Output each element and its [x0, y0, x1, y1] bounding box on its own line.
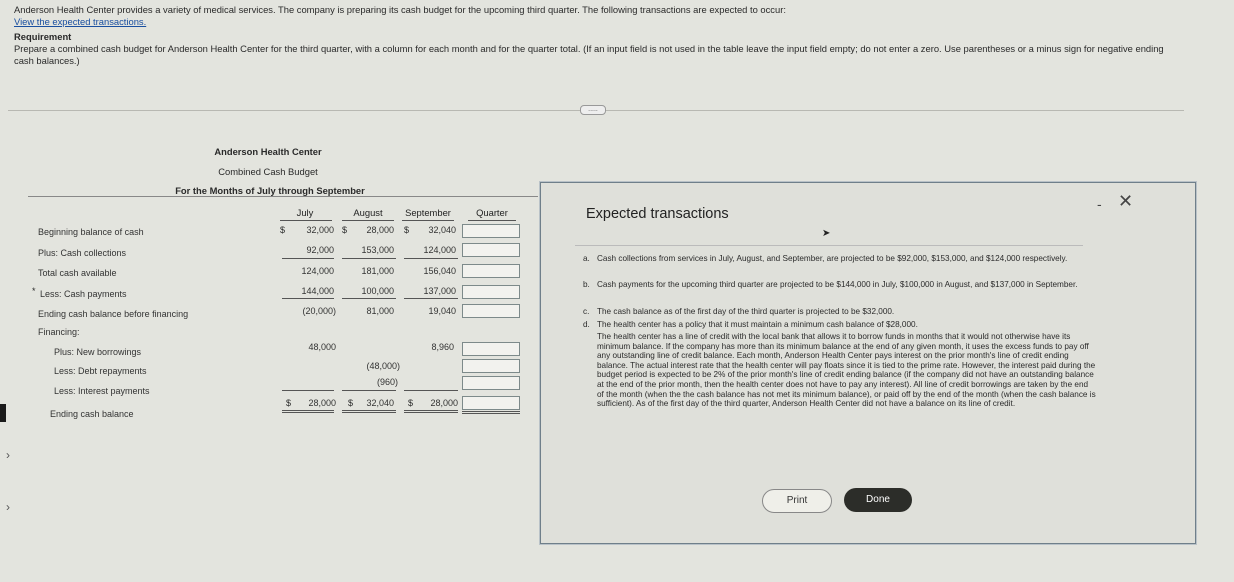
- row-label-payments: Less: Cash payments: [40, 289, 127, 299]
- view-transactions-link[interactable]: View the expected transactions.: [14, 16, 147, 27]
- transaction-item-a: [585, 254, 1097, 264]
- input-available-quarter[interactable]: [462, 264, 520, 278]
- input-beginning-quarter[interactable]: [462, 224, 520, 238]
- row-label-before-financing: Ending cash balance before financing: [38, 309, 189, 319]
- sum-underline: [282, 390, 334, 391]
- transaction-item-b: [585, 280, 1097, 290]
- cell-payments-july: 144,000: [301, 286, 334, 296]
- dollar-sign: $: [286, 398, 292, 408]
- cell-beginning-august: 28,000: [366, 225, 394, 235]
- side-arrow-icon: ›: [6, 500, 10, 514]
- budget-period: For the Months of July through September: [175, 185, 365, 196]
- col-underline: [468, 220, 516, 221]
- cell-borrowings-september: 8,960: [431, 342, 454, 352]
- cursor-mark-icon: *: [32, 286, 36, 296]
- dialog-rule: [575, 245, 1083, 246]
- input-borrowings-quarter[interactable]: [462, 342, 520, 356]
- dollar-sign: $: [408, 398, 414, 408]
- item-letter: d.: [583, 320, 590, 329]
- dollar-sign: $: [348, 398, 354, 408]
- cell-payments-september: 137,000: [423, 286, 456, 296]
- cell-before-financing-july: (20,000): [302, 306, 336, 316]
- minimize-button[interactable]: -: [1097, 196, 1102, 212]
- sum-underline: [282, 298, 334, 299]
- intro-text: Anderson Health Center provides a variety of medical services. The company is preparing its cash budget for the upcoming third quarter. The following transactions are expected to occur:: [14, 4, 786, 15]
- mouse-pointer-icon: ➤: [822, 228, 831, 239]
- dollar-sign: $: [280, 225, 286, 235]
- question-intro: [14, 4, 1214, 67]
- item-text: The cash balance as of the first day of the third quarter is projected to be $32,000.: [597, 307, 895, 316]
- dialog-title: Expected transactions: [586, 206, 729, 222]
- cell-payments-august: 100,000: [361, 286, 394, 296]
- input-ending-quarter[interactable]: [462, 396, 520, 410]
- sum-underline: [404, 258, 458, 259]
- cell-ending-july: 28,000: [308, 398, 336, 408]
- row-label-borrowings: Plus: New borrowings: [54, 347, 142, 357]
- sum-underline: [342, 298, 396, 299]
- row-label-beginning: Beginning balance of cash: [38, 227, 144, 237]
- cell-collections-september: 124,000: [423, 245, 456, 255]
- close-button[interactable]: ✕: [1118, 191, 1134, 211]
- row-label-ending: Ending cash balance: [50, 409, 134, 419]
- cell-beginning-july: 32,000: [306, 225, 334, 235]
- cell-interest-august: (960): [376, 377, 398, 387]
- item-letter: a.: [583, 254, 590, 263]
- sum-underline: [404, 298, 458, 299]
- row-label-interest: Less: Interest payments: [54, 386, 150, 396]
- cell-available-september: 156,040: [423, 266, 456, 276]
- sum-underline: [404, 390, 458, 391]
- item-letter: c.: [583, 307, 590, 316]
- item-text: Cash collections from services in July, August, and September, are projected to be $92,000, $153,000, and $124,000 respectively.: [597, 254, 1068, 263]
- cell-repayments-august: (48,000): [366, 361, 400, 371]
- cell-before-financing-august: 81,000: [366, 306, 394, 316]
- transaction-item-c: [585, 307, 1097, 317]
- cell-beginning-september: 32,040: [428, 225, 456, 235]
- double-underline: [404, 410, 458, 413]
- col-underline: [402, 220, 454, 221]
- col-underline: [280, 220, 332, 221]
- header-rule: [28, 196, 538, 197]
- cell-available-august: 181,000: [361, 266, 394, 276]
- requirement-text: Prepare a combined cash budget for Anderson Health Center for the third quarter, with a column for each month and for the quarter total. (If an input field is not used in the table leave the input field empty; do not enter a zero. Use parentheses or a minus sign for negative ending cash balances.): [14, 43, 1164, 66]
- input-before-financing-quarter[interactable]: [462, 304, 520, 318]
- dollar-sign: $: [404, 225, 410, 235]
- transaction-item-d: [585, 320, 1097, 330]
- item-text: The health center has a policy that it must maintain a minimum cash balance of $28,000.: [597, 320, 918, 329]
- double-underline: [282, 410, 334, 413]
- cell-available-july: 124,000: [301, 266, 334, 276]
- expand-more-button[interactable]: .....: [580, 105, 606, 115]
- sum-underline: [342, 390, 396, 391]
- col-underline: [342, 220, 394, 221]
- col-header-quarter: Quarter: [476, 207, 508, 218]
- cell-ending-august: 32,040: [366, 398, 394, 408]
- sum-underline: [282, 258, 334, 259]
- input-collections-quarter[interactable]: [462, 243, 520, 257]
- cell-collections-august: 153,000: [361, 245, 394, 255]
- requirement-heading: Requirement: [14, 31, 72, 42]
- cell-ending-september: 28,000: [430, 398, 458, 408]
- item-letter: b.: [583, 280, 590, 289]
- row-label-repayments: Less: Debt repayments: [54, 366, 147, 376]
- row-label-collections: Plus: Cash collections: [38, 248, 127, 258]
- col-header-july: July: [296, 207, 314, 218]
- input-interest-quarter[interactable]: [462, 376, 520, 390]
- sum-underline: [342, 258, 396, 259]
- item-text: The health center has a line of credit with the local bank that allows it to borrow funds in months that it would not otherwise have its minimum balance. If the company has more than its minimum balance at the end of any given month, it uses the excess funds to pay off any outstanding line of credit balance. Each month, Anderson Health Center pays interest on the prior month's line of credit ending balance. The actual interest rate that the health center will pay floats since it is tied to the prime rate. However, the interest paid during the budget period is expected to be 2% of the prior month's line of credit ending balance (if the company did not have an outstanding balance at the end of the prior month, then the health center does not have to pay any interest). All line of credit borrowings are taken by the end of the month (when the the cash balance has not met its minimum balance), or paid off by the end of the month (when the cash balance is sufficient). As of the first day of the third quarter, Anderson Health Center did not have a balance on its line of credit.: [597, 332, 1096, 409]
- cell-borrowings-july: 48,000: [308, 342, 336, 352]
- item-text: Cash payments for the upcoming third quarter are projected to be $144,000 in July, $100,000 in August, and $137,000 in September.: [597, 280, 1078, 289]
- side-arrow-icon: ›: [6, 448, 10, 462]
- col-header-august: August: [353, 207, 383, 218]
- cell-collections-july: 92,000: [306, 245, 334, 255]
- double-underline: [462, 411, 520, 414]
- done-button[interactable]: Done: [844, 488, 912, 512]
- budget-subtitle: Combined Cash Budget: [218, 166, 318, 177]
- input-payments-quarter[interactable]: [462, 285, 520, 299]
- row-label-financing: Financing:: [38, 327, 80, 337]
- dollar-sign: $: [342, 225, 348, 235]
- row-label-available: Total cash available: [38, 268, 117, 278]
- budget-title: Anderson Health Center: [214, 146, 322, 157]
- print-button[interactable]: Print: [762, 489, 832, 513]
- transaction-item-d-detail: [585, 332, 1097, 409]
- cell-before-financing-september: 19,040: [428, 306, 456, 316]
- side-marker: [0, 404, 6, 422]
- double-underline: [342, 410, 396, 413]
- input-repayments-quarter[interactable]: [462, 359, 520, 373]
- col-header-september: September: [405, 207, 451, 218]
